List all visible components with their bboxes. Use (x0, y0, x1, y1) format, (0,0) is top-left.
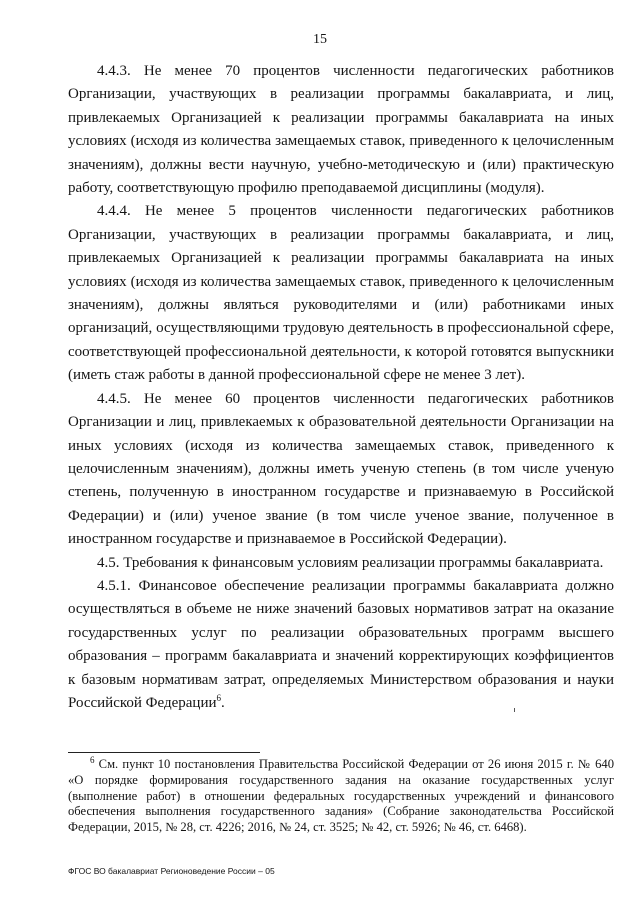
scan-speck (514, 708, 515, 712)
paragraph-text: 4.4.5. Не менее 60 процентов численности педагогических работников Организации и лиц, привлекаемых к образовательной деятельности Организации на иных условиях (исходя из количества замещаемых ставок, приведенного к целочисленным значениям), должны иметь ученую степень (в том числе ученую степень, полученную в иностранном государстве и признаваемую в Российской Федерации) и (или) ученое звание (в том числе ученое звание, полученное в иностранном государстве и признаваемое в Российской Федерации). (68, 390, 614, 548)
page-footer: ФГОС ВО бакалавриат Регионоведение России – 05 (68, 866, 275, 876)
paragraph-4-5-1 (68, 575, 614, 715)
footnote-separator (68, 752, 260, 753)
footnote-text: См. пункт 10 постановления Правительства Российской Федерации от 26 июня 2015 г. № 640 «О порядке формирования государственного задания на оказание государственных услуг (выполнение работ) в отношении федеральных государственных учреждений и финансового обеспечения выполнения государственного задания» (Собрание законодательства Российской Федерации, 2015, № 28, ст. 4226; 2016, № 24, ст. 3525; № 42, ст. 5926; № 46, ст. 6468). (68, 757, 614, 835)
paragraph-text: 4.5.1. Финансовое обеспечение реализации программы бакалавриата должно осуществляться в объеме не ниже значений базовых нормативов затрат на оказание государственных услуг по реализации образовательных программ высшего образования – программ бакалавриата и значений корректирующих коэффициентов к базовым нормативам затрат, определяемых Министерством образования и науки Российской Федерации (68, 577, 614, 711)
paragraph-4-4-3 (68, 60, 614, 200)
paragraph-tail: . (221, 694, 225, 711)
footnote-reference[interactable]: 6 (216, 692, 222, 703)
paragraph-text: 4.4.4. Не менее 5 процентов численности педагогических работников Организации, участвующих в реализации программы бакалавриата, и лиц, привлекаемых Организацией к реализации программы бакалавриата на иных условиях (исходя из количества замещаемых ставок, приведенного к целочисленным значениям), должны являться руководителями и (или) работниками иных организаций, осуществляющими трудовую деятельность в профессиональной сфере, соответствующей профессиональной деятельности, к которой готовятся выпускники (иметь стаж работы в данной профессиональной сфере не менее 3 лет). (68, 203, 614, 384)
document-body (68, 60, 614, 715)
paragraph-text: 4.4.3. Не менее 70 процентов численности педагогических работников Организации, участвующих в реализации программы бакалавриата, и лиц, привлекаемых Организацией к реализации программы бакалавриата на иных условиях (исходя из количества замещаемых ставок, приведенного к целочисленным значениям), должны вести научную, учебно-методическую и (или) практическую работу, соответствующую профилю преподаваемой дисциплины (модуля). (68, 63, 614, 197)
footnote-marker: 6 (90, 754, 95, 765)
page-number: 15 (313, 32, 327, 47)
footnote (68, 754, 614, 836)
paragraph-4-4-5 (68, 388, 614, 552)
section-heading-4-5 (68, 552, 614, 575)
paragraph-4-4-4 (68, 200, 614, 387)
paragraph-text: 4.5. Требования к финансовым условиям реализации программы бакалавриата. (97, 554, 604, 571)
